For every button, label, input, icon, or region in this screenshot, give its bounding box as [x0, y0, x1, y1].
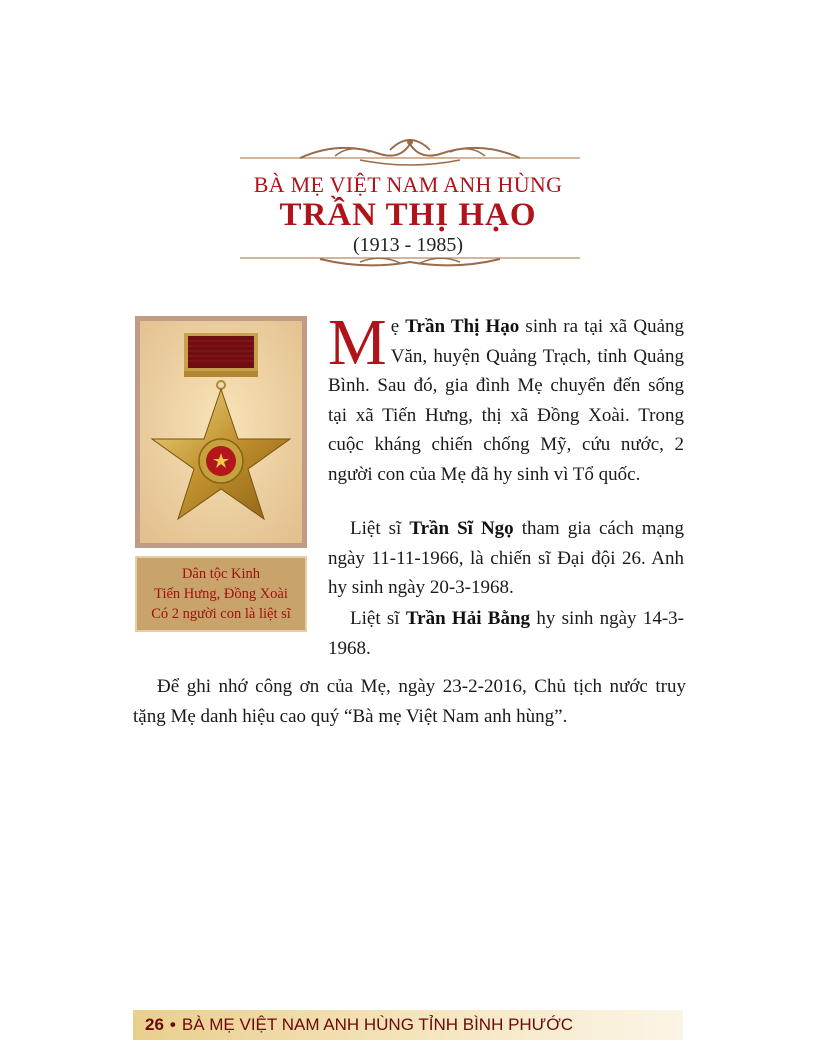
page-number: 26 [145, 1015, 164, 1034]
top-ornament [240, 130, 580, 170]
bottom-ornament [240, 250, 580, 270]
drop-cap: M [328, 306, 387, 379]
paragraph-martyr-1: Liệt sĩ Trần Sĩ Ngọ tham gia cách mạng ngày 11-11-1966, là chiến sĩ Đại đội 26. Anh hy sinh ngày 20-3-1968. [328, 518, 684, 598]
martyr-2-name: Trần Hải Bằng [405, 608, 531, 629]
caption-ethnicity: Dân tộc Kinh [181, 566, 261, 582]
life-years: (1913 - 1985) [353, 234, 463, 256]
paragraph-award: Để ghi nhớ công ơn của Mẹ, ngày 23-2-2016, Chủ tịch nước truy tặng Mẹ danh hiệu cao quý “Bà mẹ Việt Nam anh hùng”. [133, 676, 686, 727]
paragraph-biography: Mẹ Trần Thị Hạo sinh ra tại xã Quảng Văn, huyện Quảng Trạch, tỉnh Quảng Bình. Sau đó, gia đình Mẹ chuyển đến sống tại xã Tiến Hưng, thị xã Đồng Xoài. Trong cuộc kháng chiến chống Mỹ, cứu nước, 2 người con của Mẹ đã hy sinh vì Tổ quốc. [328, 306, 685, 485]
mother-name: TRẦN THỊ HẠO [279, 197, 537, 233]
hero-medal-icon [140, 321, 302, 543]
caption-location: Tiến Hưng, Đồng Xoài [154, 586, 288, 602]
photo-caption [135, 556, 307, 632]
mother-name-inline: Trần Thị Hạo [405, 316, 520, 337]
page-footer [133, 1010, 683, 1040]
medal-photo [135, 316, 307, 548]
honor-title: BÀ MẸ VIỆT NAM ANH HÙNG [253, 172, 563, 197]
book-title: BÀ MẸ VIỆT NAM ANH HÙNG TỈNH BÌNH PHƯỚC [181, 1015, 574, 1034]
footer-bullet: • [169, 1015, 176, 1034]
caption-martyrs: Có 2 người con là liệt sĩ [151, 606, 291, 622]
martyr-1-name: Trần Sĩ Ngọ [409, 518, 514, 539]
paragraph-martyr-2: Liệt sĩ Trần Hải Bằng hy sinh ngày 14-3-1968. [328, 608, 685, 659]
